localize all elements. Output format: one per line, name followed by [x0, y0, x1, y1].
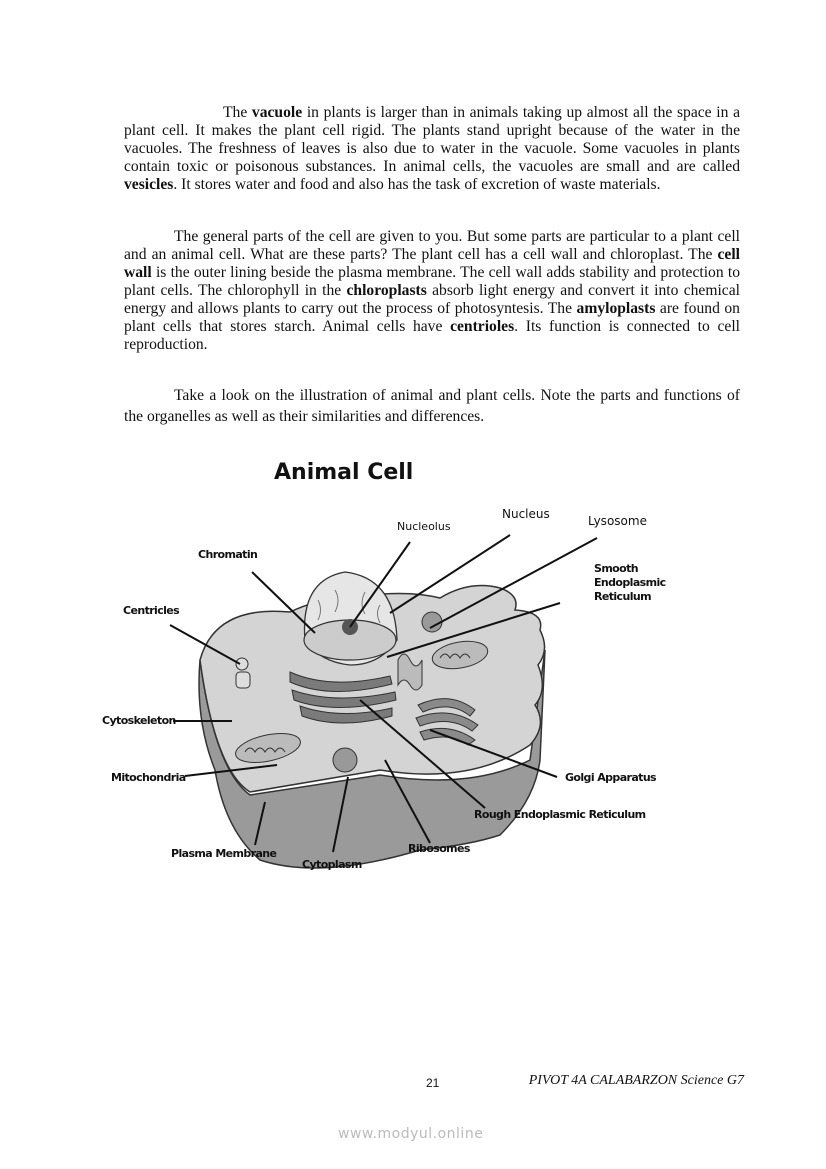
text: in plants is larger than in animals taking up almost all the space in a plant cell. It makes the plant cell rigid. The plants stand upright because of the water in the vacuoles. The freshness of leaves is also due to water in the vacuole. Some vacuoles in plants contain toxic or poisonous substances. In animal cells, the vacuoles are small and are called — [124, 104, 740, 175]
nucleus — [304, 572, 397, 665]
lysosome — [422, 612, 442, 632]
label-centrioles: Centricles — [123, 604, 180, 617]
label-smooth-er-line3: Reticulum — [594, 590, 651, 603]
label-smooth-er-line2: Endoplasmic — [594, 576, 666, 589]
term-chloroplasts: chloroplasts — [346, 282, 427, 299]
term-amyloplasts: amyloplasts — [576, 300, 656, 317]
label-chromatin: Chromatin — [198, 548, 258, 561]
label-nucleolus: Nucleolus — [397, 520, 451, 533]
publication-footer: PIVOT 4A CALABARZON Science G7 — [528, 1073, 744, 1088]
text: are found on plant cells that stores starch. Animal cells have — [124, 300, 740, 335]
text: . It stores water and food and also has the task of excretion of waste materials. — [173, 176, 661, 193]
term-cell-wall: cell wall — [124, 246, 740, 281]
label-plasma-membrane: Plasma Membrane — [171, 847, 277, 860]
term-vesicles: vesicles — [124, 176, 174, 193]
page-number: 21 — [426, 1076, 440, 1090]
label-rough-er: Rough Endoplasmic Reticulum — [474, 808, 646, 821]
watermark: www.modyul.online — [338, 1126, 484, 1142]
text: . Its function is connected to cell reproduction. — [124, 318, 740, 353]
text: The general parts of the cell are given to you. But some parts are particular to a plant cell and an animal cell. What are these parts? The plant cell has a cell wall and chloroplast. The — [124, 228, 740, 263]
label-golgi-apparatus: Golgi Apparatus — [565, 771, 656, 784]
term-centrioles: centrioles — [450, 318, 515, 335]
label-mitochondria: Mitochondria — [111, 771, 186, 784]
term-vacuole: vacuole — [251, 104, 303, 121]
label-cytoplasm: Cytoplasm — [302, 858, 362, 871]
text: The — [223, 104, 252, 121]
label-smooth-er-line1: Smooth — [594, 562, 638, 575]
label-nucleus: Nucleus — [502, 507, 550, 521]
label-lysosome: Lysosome — [588, 514, 647, 528]
text: Take a look on the illustration of animal and plant cells. Note the parts and functions of the organelles as well as their similarities and differences. — [124, 387, 740, 425]
label-ribosomes: Ribosomes — [408, 842, 470, 855]
text: is the outer lining beside the plasma membrane. The cell wall adds stability and protection to plant cells. The chlorophyll in the — [124, 264, 740, 299]
text: absorb light energy and convert it into chemical energy and allows plants to carry out the process of photosyntesis. The — [124, 282, 740, 317]
vesicle — [333, 748, 357, 772]
label-cytoskeleton: Cytoskeleton — [102, 714, 176, 727]
diagram-title: Animal Cell — [274, 460, 414, 485]
